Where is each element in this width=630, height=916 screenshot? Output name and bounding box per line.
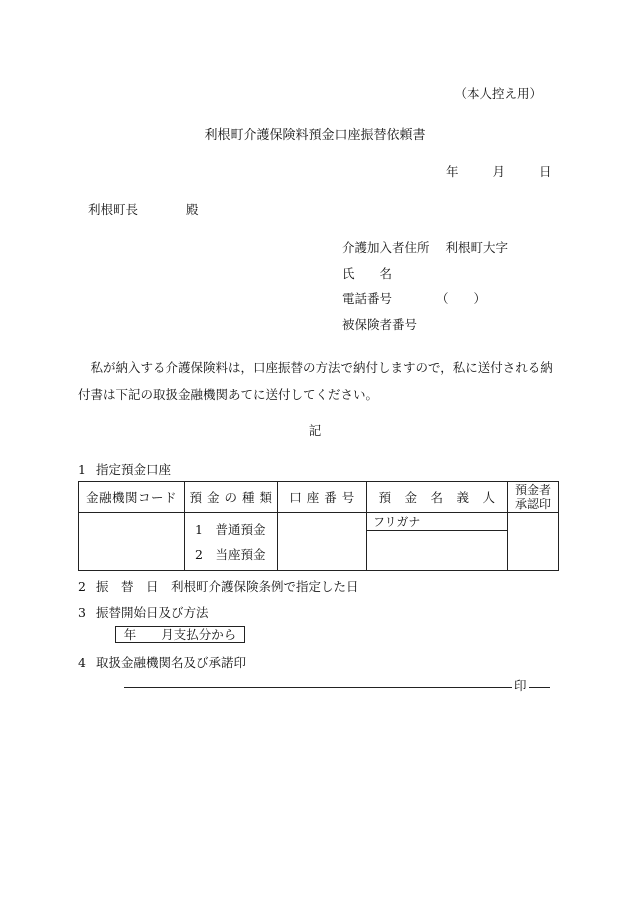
applicant-insured-number-row xyxy=(342,315,417,333)
section-number: 4 xyxy=(78,655,86,670)
header-account-holder: 預 金 名 義 人 xyxy=(367,482,508,513)
applicant-name-row xyxy=(342,264,392,282)
insured-number-label: 被保険者番号 xyxy=(342,317,418,332)
section-label: 取扱金融機関名及び承諾印 xyxy=(96,655,247,670)
cell-deposit-types[interactable] xyxy=(185,513,278,571)
start-method-box[interactable]: 年 月支払分から xyxy=(115,626,245,643)
ki-heading: 記 xyxy=(308,423,322,438)
header-account-number: 口 座 番 号 xyxy=(278,482,367,513)
section-bank-and-seal xyxy=(78,653,246,671)
account-table xyxy=(78,481,559,571)
date-day: 日 xyxy=(538,164,552,179)
section-number: 2 xyxy=(78,579,86,594)
applicant-phone-row xyxy=(342,289,486,307)
header-deposit-type: 預 金 の 種 類 xyxy=(185,482,278,513)
addressee-honorific: 殿 xyxy=(186,202,199,217)
cell-bank-code[interactable] xyxy=(79,513,185,571)
section-number: 1 xyxy=(78,462,86,477)
deposit-type-checking[interactable]: 2 当座預金 xyxy=(195,546,266,562)
date-month: 月 xyxy=(492,164,505,179)
name-label: 氏 名 xyxy=(342,266,393,281)
table-header-row xyxy=(79,482,559,513)
copy-note: （本人控え用） xyxy=(454,86,542,101)
section-number: 3 xyxy=(78,605,86,620)
cell-depositor-seal[interactable] xyxy=(508,513,559,571)
section-label: 指定預金口座 xyxy=(96,462,172,477)
section-label: 振 替 日 利根町介護保険条例で指定した日 xyxy=(96,579,359,594)
document-title: 利根町介護保険料預金口座振替依頼書 xyxy=(204,128,426,143)
address-label: 介護加入者住所 xyxy=(342,240,430,255)
phone-label: 電話番号 xyxy=(342,291,393,306)
phone-paren: （ ） xyxy=(435,291,486,306)
request-body-text: 私が納入する介護保険料は，口座振替の方法で納付しますので，私に送付される納付書は下記の取扱金融機関あてに送付してください。 xyxy=(78,360,553,402)
section-designated-account xyxy=(78,460,171,478)
address-value: 利根町大字 xyxy=(445,240,508,255)
bank-signature-line[interactable] xyxy=(124,687,550,688)
section-transfer-day xyxy=(78,577,359,595)
seal-mark: 印 xyxy=(514,678,527,693)
deposit-type-ordinary[interactable]: 1 普通預金 xyxy=(195,521,266,537)
date-year: 年 xyxy=(446,164,459,179)
section-start-method xyxy=(78,603,209,621)
header-depositor-seal: 預金者 承認印 xyxy=(508,482,559,513)
cell-account-number[interactable] xyxy=(278,513,367,571)
addressee-name: 利根町長 xyxy=(88,202,139,217)
addressee xyxy=(88,200,199,218)
header-bank-code: 金融機関コード xyxy=(79,482,185,513)
cell-furigana[interactable]: フリガナ xyxy=(367,513,508,531)
cell-account-holder-name[interactable] xyxy=(367,531,508,571)
table-row xyxy=(79,513,559,531)
applicant-address-row xyxy=(342,238,508,256)
section-label: 振替開始日及び方法 xyxy=(96,605,209,620)
date-line xyxy=(446,162,551,180)
